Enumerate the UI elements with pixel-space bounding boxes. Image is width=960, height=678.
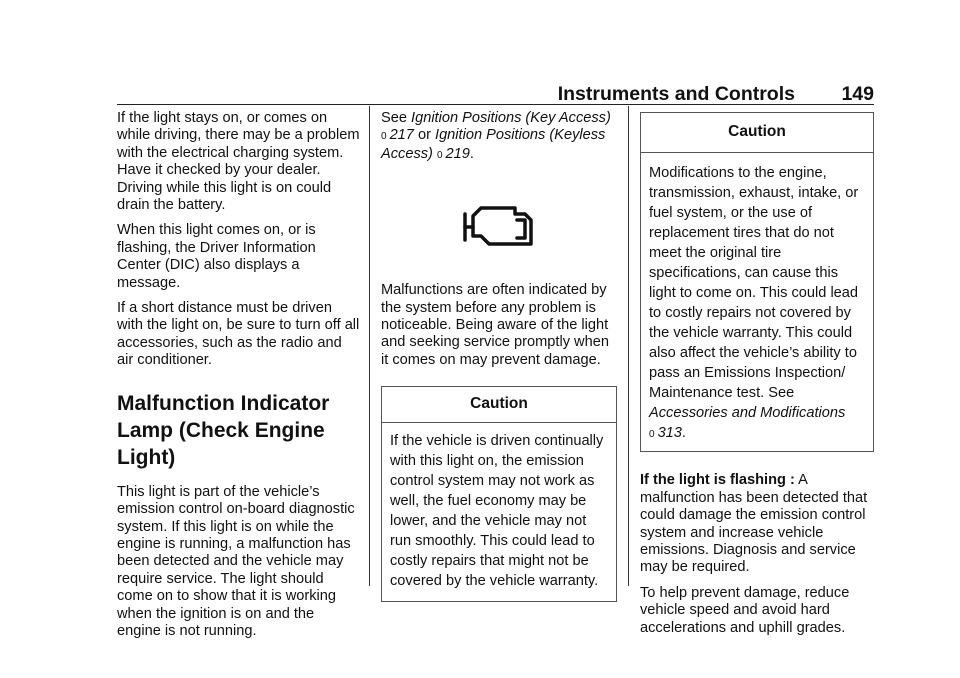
- column-2: [381, 110, 617, 602]
- check-engine-icon: [459, 202, 539, 252]
- caution-body: Modifications to the engine, transmission, exhaust, intake, or fuel system, or the use of replacement tires that do not meet the original tire specifications, can cause this light to come on. This could lead to costly repairs not covered by the vehicle warranty. This could also affect the vehicle’s ability to pass an Emissions Inspection/ Maintenance test. See Accessories and Modifications 0 313.: [649, 165, 859, 442]
- column-divider-1: [369, 106, 370, 586]
- page-ref-arrow-icon: 0: [436, 149, 443, 161]
- short-distance-paragraph: If a short distance must be driven with the light on, be sure to turn off all accessories, such as the radio and air conditioner.: [117, 300, 360, 369]
- section-header-title: Instruments and Controls: [557, 83, 795, 105]
- flashing-label: If the light is flashing :: [640, 472, 795, 489]
- page-header: [0, 80, 960, 110]
- xref-page-313[interactable]: 313: [657, 425, 682, 442]
- caution-title: Caution: [641, 113, 873, 153]
- prevent-damage-paragraph: To help prevent damage, reduce vehicle speed and avoid hard accelerations and uphill grades.: [640, 584, 850, 636]
- malfunction-paragraph: Malfunctions are often indicated by the system before any problem is noticeable. Being aware of the light and seeking service promptly when it comes on may prevent damage.: [381, 282, 609, 368]
- ignition-xref-paragraph: See Ignition Positions (Key Access) 0 217 or Ignition Positions (Keyless Access) 0 219.: [381, 110, 611, 162]
- caution-body: If the vehicle is driven continually with this light on, the emission control system may not work as well, the fuel economy may be lower, and the vehicle may not run smoothly. This could lead to costly repairs that might not be covered by the vehicle warranty.: [390, 432, 604, 589]
- column-3: [640, 110, 880, 645]
- xref-link-key-access[interactable]: Ignition Positions (Key Access): [411, 110, 611, 126]
- xref-link-accessories[interactable]: Accessories and Modifications: [649, 405, 846, 422]
- column-1: [117, 110, 360, 648]
- xref-page-217[interactable]: 217: [389, 127, 414, 144]
- caution-box-emission: [381, 386, 617, 601]
- mil-description-paragraph: This light is part of the vehicle’s emission control on-board diagnostic system. If this light is on while the engine is running, a malfunction has been detected and the vehicle may require service. The light should come on to show that it is working when the ignition is on and the engine is not running.: [117, 483, 355, 639]
- caution-title: Caution: [382, 387, 616, 422]
- charging-paragraph: If the light stays on, or comes on while driving, there may be a problem with the electrical charging system. Have it checked by your dealer. Driving while this light is on could drain the battery.: [117, 110, 360, 214]
- flashing-paragraph: If the light is flashing : A malfunction has been detected that could damage the emission control system and increase vehicle emissions. Diagnosis and service may be required.: [640, 472, 868, 576]
- page-ref-arrow-icon: 0: [649, 429, 655, 441]
- section-title: Malfunction Indicator Lamp (Check Engine Light): [117, 391, 330, 469]
- header-rule: [117, 104, 874, 105]
- xref-page-219[interactable]: 219: [445, 145, 470, 162]
- xref-link-keyless-access[interactable]: Ignition Positions (Keyless Access): [381, 127, 606, 162]
- column-divider-2: [628, 106, 629, 586]
- page-number: 149: [841, 83, 874, 105]
- check-engine-icon-container: [381, 172, 617, 282]
- caution-box-modifications: [640, 112, 874, 452]
- dic-paragraph: When this light comes on, or is flashing, the Driver Information Center (DIC) also displays a message.: [117, 222, 316, 291]
- page-ref-arrow-icon: 0: [381, 131, 387, 143]
